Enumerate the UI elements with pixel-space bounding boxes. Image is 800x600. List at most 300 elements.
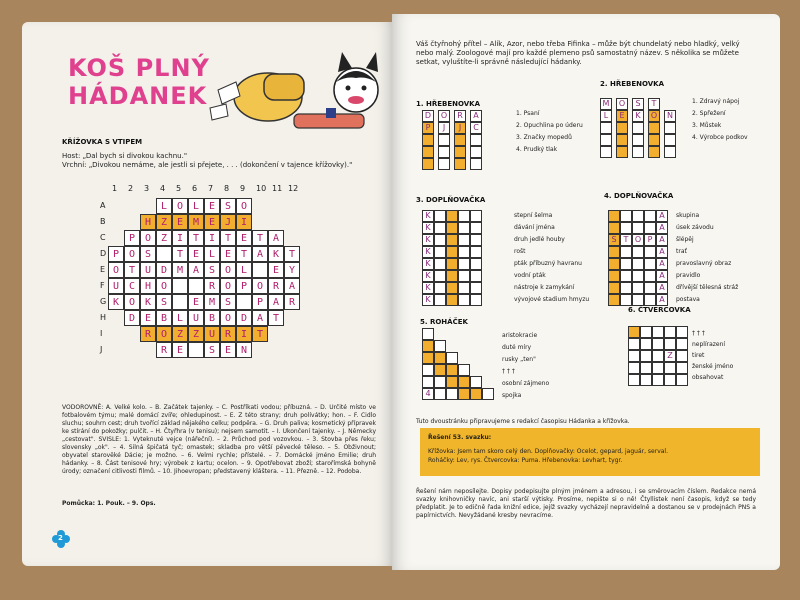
waiter-line: Vrchní: „Divokou nemáme, ale jestli si přejete, . . . (dokončení v tajence křížovky)." [62,161,353,169]
puzzle-cell [616,134,628,146]
puzzle3-grid [422,210,512,310]
crossword-cell: I [236,214,252,230]
puzzle-cell [600,134,612,146]
clue-item: dřívější tělesná stráž [676,284,739,291]
clue-item: tiret [692,352,705,359]
crossword-cell: Z [156,230,172,246]
puzzle-cell [434,246,446,258]
row-letter: F [100,281,105,290]
crossword-cell: T [284,246,300,262]
puzzle-cell [676,374,688,386]
puzzle-cell [652,326,664,338]
crossword-cell: E [204,198,220,214]
puzzle-cell [446,246,458,258]
puzzle-cell [446,352,458,364]
puzzle-cell [454,158,466,170]
puzzle-cell [422,340,434,352]
crossword-cell: A [268,230,284,246]
column-number: 7 [208,184,214,193]
puzzle-cell [454,134,466,146]
puzzle-cell: O [632,234,644,246]
puzzle-cell [608,282,620,294]
crossword-cell: O [252,278,268,294]
crossword-cell: T [268,310,284,326]
crossword-cell: T [252,326,268,342]
puzzle-cell [632,222,644,234]
crossword-cell: I [172,230,188,246]
intro-text: Váš čtyřnohý přítel – Alík, Azor, nebo třeba Fifinka – může být chundelatý nebo hladký, velký nebo malý. Zoologové mají pro každé plemeno psů samostatný název. S několika se můžete setkat, vyluštíte-li správně následující hádanky. [416,40,740,66]
crossword-cell: R [204,278,220,294]
puzzle-cell [664,374,676,386]
puzzle-cell [648,122,660,134]
crossword-section-title: KŘÍŽOVKA S VTIPEM [62,138,143,146]
crossword-cell [188,278,204,294]
puzzle-cell: L [600,110,612,122]
puzzle-cell [422,158,434,170]
crossword-cell: E [188,294,204,310]
clue-item: dávání jména [514,224,555,231]
clue-item: šlépěj [676,236,694,243]
puzzle-cell [422,146,434,158]
crossword-cell: P [252,294,268,310]
puzzle-cell [652,362,664,374]
host-line: Host: „Dal bych si divokou kachnu." [62,152,188,160]
crossword-cell: R [268,278,284,294]
clue-item: 2. Opuchlina po úderu [516,122,583,129]
puzzle-cell [648,134,660,146]
puzzle-cell [676,362,688,374]
puzzle-cell [422,376,434,388]
puzzle-cell [600,146,612,158]
puzzle-cell [458,282,470,294]
puzzle-cell: A [656,210,668,222]
crossword-cell [188,342,204,358]
puzzle-cell [676,326,688,338]
crossword-cell: O [140,230,156,246]
crossword-cell: E [172,342,188,358]
puzzle-cell [644,270,656,282]
puzzle-cell [458,246,470,258]
puzzle-cell: A [656,234,668,246]
puzzle6-title: 6. ČTVERCOVKA [628,306,691,314]
puzzle-cell: K [422,246,434,258]
puzzle-cell [628,326,640,338]
crossword-cell: A [284,278,300,294]
crossword-cell: Z [188,326,204,342]
crossword-cell: O [220,278,236,294]
puzzle-cell: K [422,294,434,306]
solution-line2: Roháčky: Lev, rys. Čtvercovka: Puma. Hřebenovka: Levhart, tygr. [428,457,623,464]
right-page [392,14,780,570]
clue-item: 4. Prudký tlak [516,146,558,153]
clue-item: rusky „ten" [502,356,536,363]
puzzle-cell: A [656,282,668,294]
puzzle-cell [458,258,470,270]
puzzle-cell [470,376,482,388]
puzzle-cell [438,158,450,170]
crossword-cell: U [140,262,156,278]
puzzle-cell [470,222,482,234]
crossword-cell: T [188,230,204,246]
puzzle-cell [620,270,632,282]
puzzle-cell [644,222,656,234]
puzzle-cell [644,258,656,270]
crossword-cell: R [284,294,300,310]
crossword-cell: D [124,310,140,326]
puzzle1-grid [422,110,522,180]
crossword-cell [236,294,252,310]
puzzle-cell [458,376,470,388]
puzzle-cell [620,258,632,270]
crossword-cell: S [220,294,236,310]
puzzle-cell: A [470,110,482,122]
crossword-cell: P [236,278,252,294]
puzzle-cell [664,326,676,338]
crossword-cell: C [124,278,140,294]
puzzle-cell [676,338,688,350]
clue-item: pravidlo [676,272,701,279]
puzzle-cell: T [620,234,632,246]
puzzle-cell [422,328,434,340]
puzzle-cell: R [454,110,466,122]
puzzle4-title: 4. DOPLŇOVAČKA [604,192,674,200]
puzzle-cell [446,234,458,246]
clue-item: 1. Psaní [516,110,540,117]
clue-item: spojka [502,392,522,399]
row-letter: J [100,345,103,354]
puzzle-cell [644,282,656,294]
clue-item: aristokracie [502,332,538,339]
puzzle-cell [632,210,644,222]
hint-line: Pomůcka: 1. Pouk. – 9. Ops. [62,500,156,507]
puzzle-cell [446,270,458,282]
puzzle-cell [446,388,458,400]
puzzle-cell [454,146,466,158]
puzzle-cell [640,338,652,350]
crossword-cell: A [252,246,268,262]
puzzle-cell [422,364,434,376]
puzzle-cell [632,122,644,134]
crossword-cell: T [220,230,236,246]
crossword-cell: O [156,326,172,342]
crossword-cell: Z [172,326,188,342]
puzzle-cell [640,350,652,362]
puzzle-cell [446,210,458,222]
crossword-cell [252,262,268,278]
puzzle-cell [458,294,470,306]
puzzle-cell: K [422,282,434,294]
puzzle-cell [620,210,632,222]
crossword-cell: D [156,262,172,278]
clue-item: 4. Výrobce podkov [692,134,748,141]
puzzle-cell [616,122,628,134]
puzzle-cell [446,376,458,388]
crossword-cell: M [188,214,204,230]
crossword-cell: D [236,310,252,326]
crossword-cell: T [172,246,188,262]
clue-item: † † † [502,368,515,375]
puzzle-cell: A [656,294,668,306]
puzzle5-title: 5. ROHÁČEK [420,318,468,326]
puzzle-cell: M [600,98,612,110]
crossword-cell: R [220,326,236,342]
puzzle-cell [620,222,632,234]
puzzle-cell: N [664,110,676,122]
crossword-cell: O [220,310,236,326]
puzzle-cell [446,258,458,270]
puzzle-cell [434,340,446,352]
crossword-cell: T [252,230,268,246]
crossword-cell: I [204,230,220,246]
crossword-cell: O [124,246,140,262]
puzzle-cell: J [438,122,450,134]
puzzle-cell [458,234,470,246]
puzzle-cell [446,364,458,376]
puzzle-cell [458,270,470,282]
puzzle2-title: 2. HŘEBENOVKA [600,80,664,88]
clue-item: 1. Zdravý nápoj [692,98,740,105]
crossword-cell: S [204,262,220,278]
solution-title: Řešení 53. svazku: [428,434,492,441]
puzzle-cell [628,350,640,362]
puzzle-cell [628,338,640,350]
crossword-cell: M [204,294,220,310]
puzzle6-grid [628,326,688,386]
clue-item: vývojové stadium hmyzu [514,296,590,303]
puzzle-cell [652,374,664,386]
clue-item: úsek závodu [676,224,714,231]
puzzle-cell [620,294,632,306]
puzzle3-title: 3. DOPLŇOVAČKA [416,196,486,204]
crossword-cell: N [236,342,252,358]
crossword-cell: E [220,342,236,358]
puzzle-cell [640,374,652,386]
puzzle-cell [434,270,446,282]
puzzle-cell [620,246,632,258]
credit-line: Tuto dvoustránku připravujeme s redakcí časopisu Hádanka a křížovka. [416,418,630,425]
puzzle-cell [608,294,620,306]
crossword-cell: B [156,310,172,326]
crossword-cell: E [236,230,252,246]
puzzle-cell [434,234,446,246]
crossword-cell: L [204,246,220,262]
puzzle-cell [632,294,644,306]
puzzle-cell [632,258,644,270]
left-page [22,22,394,566]
clue-item: neplírazení [692,341,726,348]
clue-item: skupina [676,212,700,219]
puzzle-cell [470,270,482,282]
column-number: 9 [240,184,246,193]
solution-box [420,428,760,476]
puzzle-cell: K [632,110,644,122]
puzzle-cell: O [648,110,660,122]
crossword-cell: K [108,294,124,310]
puzzle-cell: A [656,258,668,270]
puzzle-cell [616,146,628,158]
crossword-cell: L [172,310,188,326]
puzzle-cell: O [616,98,628,110]
puzzle-cell [620,282,632,294]
column-number: 4 [160,184,166,193]
puzzle-cell: C [470,122,482,134]
puzzle-cell [438,134,450,146]
crossword-cell: S [140,246,156,262]
clue-item: osobní zájmeno [502,380,550,387]
puzzle5-grid [422,328,502,408]
column-number: 8 [224,184,230,193]
puzzle-cell: K [422,234,434,246]
column-number: 6 [192,184,198,193]
clue-item: rošt [514,248,526,255]
footer-note: Řešení nám neposílejte. Dopisy podepisujte plným jménem a adresou, i se směrovacím číslem. Redakce nemá svazky knihovničky navíc, ani starší výtisky. Prosíme, nepište si o ně! Čtyllistek není časopis, když se tedy předplatit. Je to edičně řada knižní edice, jejíž svazky vycházejí nepravidelně a dostanou se v prodejnách PNS a papírnictvích. Nevyžádané kresby nevracíme. [416,488,756,519]
crossword-cell: R [156,342,172,358]
puzzle-cell [632,146,644,158]
puzzle-cell [608,222,620,234]
puzzle-cell: Z [664,350,676,362]
crossword-cell: O [108,262,124,278]
puzzle-cell [482,388,494,400]
puzzle-cell [434,222,446,234]
puzzle-cell [632,270,644,282]
puzzle-cell: A [656,270,668,282]
crossword-cell: O [156,278,172,294]
clue-item: vodní pták [514,272,546,279]
crossword-cell: U [204,326,220,342]
puzzle-cell [434,294,446,306]
puzzle-cell: K [422,270,434,282]
puzzle-cell [664,122,676,134]
crossword-cell: E [268,262,284,278]
crossword-cell: H [140,278,156,294]
puzzle-cell [652,338,664,350]
puzzle-cell [664,338,676,350]
puzzle-cell: A [656,246,668,258]
puzzle-cell: D [422,110,434,122]
crossword-cell: K [140,294,156,310]
clue-item: nástroje k zamykání [514,284,575,291]
puzzle-cell [632,246,644,258]
clue-item: duté míry [502,344,532,351]
puzzle-cell [434,210,446,222]
puzzle-cell [470,258,482,270]
crossword-cell: K [268,246,284,262]
puzzle-cell [640,362,652,374]
crossword-cell: U [188,310,204,326]
puzzle-cell [434,376,446,388]
row-letter: I [100,329,103,338]
puzzle-cell [434,352,446,364]
puzzle-cell [434,388,446,400]
crossword-cell: U [108,278,124,294]
puzzle-cell [608,258,620,270]
puzzle-cell [632,134,644,146]
puzzle-cell: K [422,258,434,270]
crossword-cell: A [252,310,268,326]
puzzle-cell [676,350,688,362]
crossword-cell: S [204,342,220,358]
puzzle-cell [470,158,482,170]
clue-item: obsahovat [692,374,724,381]
row-letter: G [100,297,107,306]
crossword-cell: M [172,262,188,278]
row-letter: E [100,265,106,274]
crossword-cell: Y [284,262,300,278]
crossword-cell: O [220,262,236,278]
crossword-cell [172,294,188,310]
clue-item: 3. Můstek [692,122,722,129]
puzzle1-title: 1. HŘEBENOVKA [416,100,480,108]
puzzle-cell [644,294,656,306]
puzzle-cell [470,234,482,246]
column-number: 1 [112,184,118,193]
puzzle-cell [470,246,482,258]
puzzle-cell [628,374,640,386]
row-letter: H [100,313,107,322]
crossword-cell: Z [156,214,172,230]
puzzle-cell [608,270,620,282]
puzzle-cell [652,350,664,362]
crossword-cell: A [188,262,204,278]
puzzle-cell [446,294,458,306]
puzzle-cell: E [616,110,628,122]
crossword-cell [156,246,172,262]
crossword-cell: J [220,214,236,230]
clue-item: 3. Značky mopedů [516,134,572,141]
crossword-cell: T [124,262,140,278]
row-letter: A [100,201,106,210]
page-title-line1: KOŠ PLNÝ [68,54,210,82]
crossword-cell: L [188,198,204,214]
puzzle-cell [632,282,644,294]
puzzle-cell: O [438,110,450,122]
puzzle-cell [470,388,482,400]
crossword-cell: E [140,310,156,326]
puzzle-cell [470,134,482,146]
row-letter: C [100,233,106,242]
puzzle-cell: J [454,122,466,134]
crossword-cell: B [204,310,220,326]
crossword-cell: R [140,326,156,342]
puzzle-cell: A [656,222,668,234]
puzzle-cell [422,134,434,146]
clue-item: ženské jméno [692,363,734,370]
puzzle-cell: T [648,98,660,110]
crossword-clues: VODOROVNĚ: A. Velké kolo. – B. Začátek tajenky. – C. Postříkati vodou; příbuzná. – D. Určité místo ve fotbalovém týmu; malé domácí zvíře; ohledupinost. – E. Z této strany; druh polívátky; hon. – F. Cidlo sluchu; souhrn cest; druh tvořící základ nějakého celku; podpěra. – G. Druh paliva; kosmetický přípravek ke stírání do pokožky; pulčit. – H. Čtyřhra (v tenisu); nejsem samotit. – I. Ukončení tajenky. – J. Německy „cestovat". SVISLE: 1. Vyteknuté vejce (nářeční). – 2. Průchod pod vozovkou. – 3. Stovba přes řeku; slovensky „ok". – 4. Silná špičatá tyč; omastek; skladba pro větší pěvecké těleso. – 5. Obživnout; obyvatel starověké Dácie; je možno. – 6. Velmi rychle; přístelé. – 7. Domácké jméno Emilie; druh hádanky. – 8. Část tenisové hry; výrobek z kartu; ocelon. – 9. Opotřebovat zboží; starořímská bohyně úrody; označení citlivosti filmů. – 10. Jihoevropan; představený kláštera. – 11. Přezně. – 12. Podoba. [62,404,376,475]
crossword-cell: E [204,214,220,230]
crossword-cell: S [220,198,236,214]
column-number: 3 [144,184,150,193]
crossword-cell: L [156,198,172,214]
puzzle-cell [664,146,676,158]
clue-item: druh jedlé houby [514,236,565,243]
puzzle-cell [458,222,470,234]
puzzle-cell [608,210,620,222]
crossword-cell: S [156,294,172,310]
puzzle-cell [644,210,656,222]
crossword-grid [22,22,394,422]
puzzle-cell [458,388,470,400]
clue-item: trať [676,248,687,255]
puzzle-cell [446,222,458,234]
clue-item: pták příbuzný havranu [514,260,582,267]
puzzle-cell [628,362,640,374]
column-number: 5 [176,184,182,193]
puzzle-cell: 4 [422,388,434,400]
crossword-cell: P [108,246,124,262]
crossword-cell: O [236,198,252,214]
row-letter: B [100,217,106,226]
